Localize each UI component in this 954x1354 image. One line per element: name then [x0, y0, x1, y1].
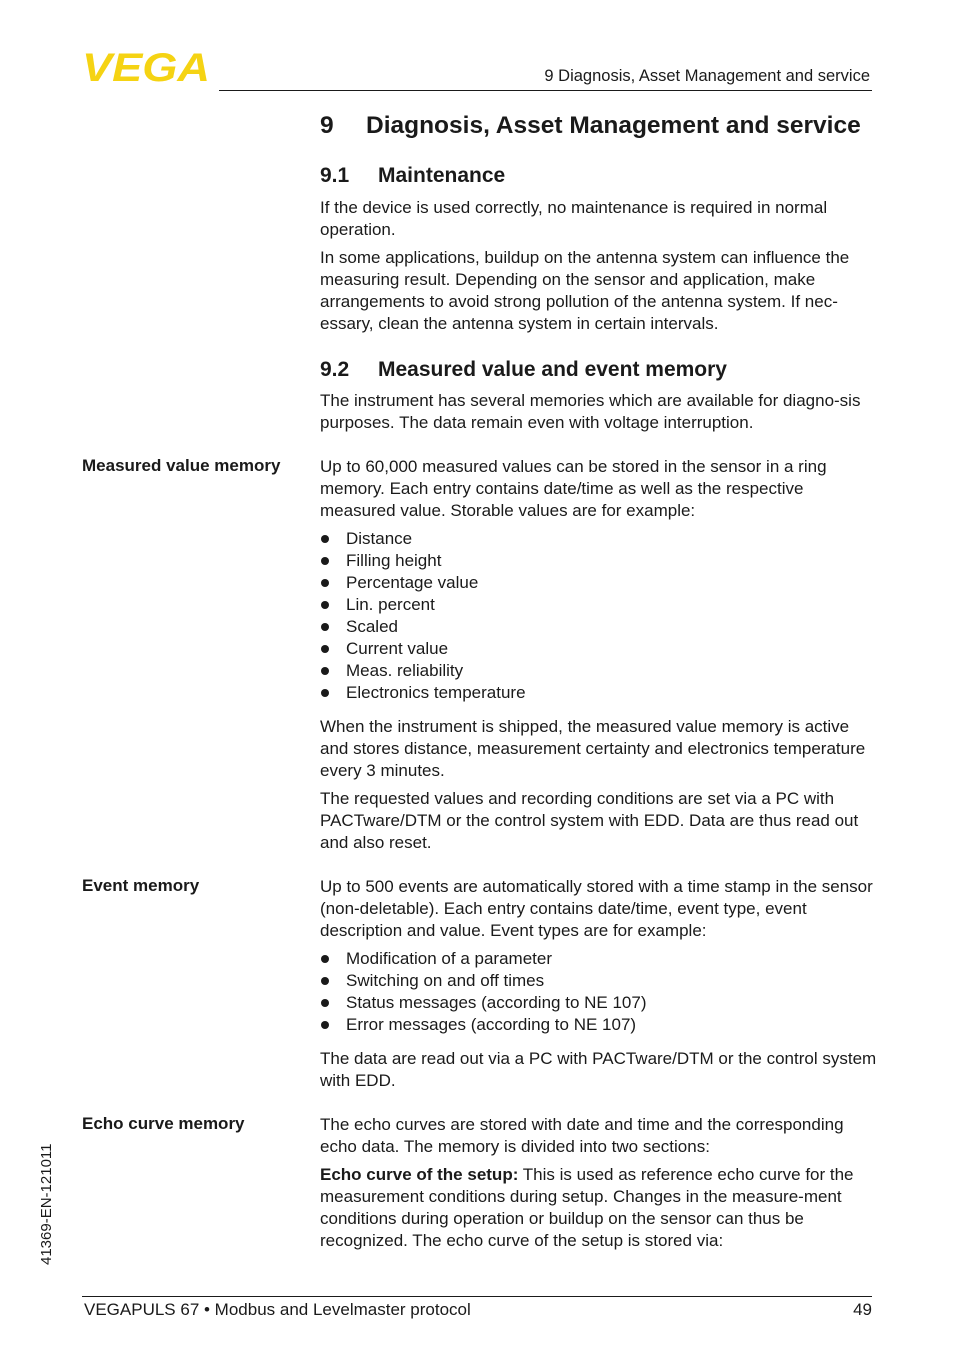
- bullet-icon: [321, 579, 329, 587]
- document-id: 41369-EN-121011: [38, 1143, 55, 1265]
- echo-memory-paragraph-2: [320, 1164, 878, 1252]
- bullet-icon: [321, 977, 329, 985]
- measured-memory-paragraph-3: The requested values and recording conditions are set via a PC with PACTware/DTM or the control system with EDD. Data are thus read out and also reset.: [320, 789, 859, 852]
- running-header-title: 9 Diagnosis, Asset Management and service: [544, 67, 870, 85]
- memory-intro-paragraph: The instrument has several memories which are available for diagno-sis purposes. The data remain even with voltage interruption.: [320, 391, 861, 432]
- list-item: Meas. reliability: [320, 660, 860, 682]
- section-title: Measured value and event memory: [378, 358, 727, 381]
- event-types-list: [320, 948, 860, 1036]
- chapter-title: Diagnosis, Asset Management and service: [366, 112, 861, 139]
- list-item: Modification of a parameter: [320, 948, 860, 970]
- maintenance-paragraph-2: In some applications, buildup on the antenna system can influence the measuring result. Depending on the sensor and application, make arrangements to avoid strong pollution of the antenna system. If nec-essary, clean the antenna system in certain intervals.: [320, 248, 850, 333]
- echo-setup-term: Echo curve of the setup:: [320, 1165, 519, 1184]
- list-item: Scaled: [320, 616, 860, 638]
- bullet-icon: [321, 999, 329, 1007]
- list-item: Filling height: [320, 550, 860, 572]
- section-heading-memory: [320, 358, 727, 382]
- list-item: Status messages (according to NE 107): [320, 992, 860, 1014]
- side-label-event-memory: Event memory: [82, 876, 200, 895]
- header-rule: [219, 90, 872, 91]
- list-item: Switching on and off times: [320, 970, 860, 992]
- side-label-measured-value-memory: Measured value memory: [82, 456, 281, 475]
- echo-memory-paragraph-1: The echo curves are stored with date and time and the corresponding echo data. The memory is divided into two sections:: [320, 1115, 844, 1156]
- bullet-icon: [321, 1021, 329, 1029]
- measured-memory-paragraph-2: When the instrument is shipped, the measured value memory is active and stores distance, measurement certainty and electronics temperature every 3 minutes.: [320, 717, 866, 780]
- vega-logo: [82, 50, 212, 84]
- logo-wordmark: VEGA: [82, 50, 210, 84]
- bullet-icon: [321, 601, 329, 609]
- footer-rule: [82, 1296, 872, 1297]
- footer-product: VEGAPULS 67 • Modbus and Levelmaster protocol: [84, 1300, 471, 1319]
- chapter-number: 9: [320, 112, 334, 139]
- bullet-icon: [321, 623, 329, 631]
- bullet-icon: [321, 955, 329, 963]
- chapter-heading: [320, 112, 861, 140]
- section-heading-maintenance: [320, 164, 505, 188]
- bullet-icon: [321, 535, 329, 543]
- echo-setup-description: This is used as reference echo curve for the measurement conditions during setup. Changes in the measure-ment conditions during operation or buildup on the sensor can thus be recognized. The echo curve of the setup is stored via:: [320, 1165, 854, 1250]
- section-number: 9.2: [320, 358, 350, 381]
- event-memory-paragraph-2: The data are read out via a PC with PACTware/DTM or the control system with EDD.: [320, 1049, 877, 1090]
- list-item: Electronics temperature: [320, 682, 860, 704]
- list-item: Lin. percent: [320, 594, 860, 616]
- measured-memory-paragraph-1: Up to 60,000 measured values can be stored in the sensor in a ring memory. Each entry contains date/time as well as the respective measured value. Storable values are for example:: [320, 457, 827, 520]
- maintenance-paragraph-1: If the device is used correctly, no maintenance is required in normal operation.: [320, 198, 828, 239]
- section-number: 9.1: [320, 164, 350, 187]
- section-title: Maintenance: [378, 164, 506, 187]
- list-item: Percentage value: [320, 572, 860, 594]
- list-item: Error messages (according to NE 107): [320, 1014, 860, 1036]
- bullet-icon: [321, 689, 329, 697]
- side-label-echo-curve-memory: Echo curve memory: [82, 1114, 245, 1133]
- bullet-icon: [321, 645, 329, 653]
- bullet-icon: [321, 557, 329, 565]
- list-item: Distance: [320, 528, 860, 550]
- event-memory-paragraph-1: Up to 500 events are automatically stored with a time stamp in the sensor (non-deletable). Each entry contains date/time, event type, event description and value. Event types are for example:: [320, 877, 873, 940]
- page-number: 49: [853, 1300, 872, 1319]
- list-item: Current value: [320, 638, 860, 660]
- bullet-icon: [321, 667, 329, 675]
- measured-values-list: [320, 528, 860, 704]
